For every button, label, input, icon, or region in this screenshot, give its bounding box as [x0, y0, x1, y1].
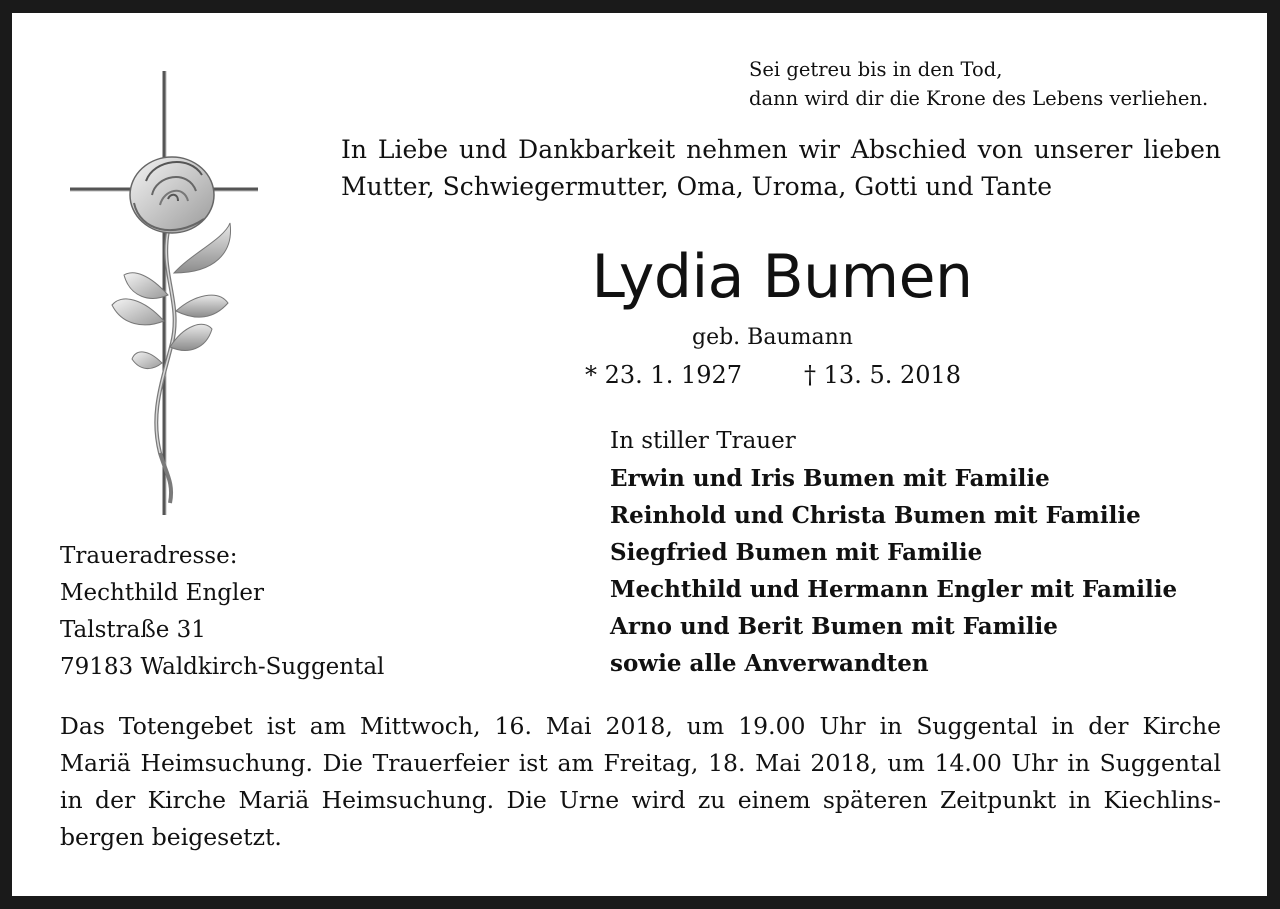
address-city: 79183 Waldkirch-Suggental — [60, 654, 385, 680]
intro-line: In Liebe und Dankbarkeit nehmen wir Abschied von unserer lieben — [341, 135, 1221, 164]
mourner-family: Mechthild und Hermann Engler mit Familie — [610, 576, 1178, 603]
bible-verse-line: dann wird dir die Krone des Lebens verliehen. — [749, 87, 1209, 110]
obituary-notice — [12, 13, 1267, 896]
birth-name: geb. Baumann — [692, 325, 853, 350]
deceased-name: Lydia Bumen — [591, 242, 973, 312]
intro-text — [341, 131, 1221, 205]
address-label: Traueradresse: — [60, 543, 238, 569]
notice-line: Das Totengebet ist am Mittwoch, 16. Mai 2018, um 19.00 Uhr in Suggental in der Kirche — [60, 712, 1221, 740]
mourner-family: Erwin und Iris Bumen mit Familie — [610, 465, 1050, 492]
mourner-family: Siegfried Bumen mit Familie — [610, 539, 983, 566]
notice-line: bergen beigesetzt. — [60, 823, 282, 851]
life-dates — [585, 361, 961, 389]
mourning-address — [60, 538, 384, 686]
mourner-family: sowie alle Anverwandten — [610, 650, 929, 677]
bible-verse — [749, 55, 1208, 113]
birth-date: * 23. 1. 1927 — [585, 361, 743, 389]
cross-with-rose-icon — [64, 63, 268, 523]
bible-verse-line: Sei getreu bis in den Tod, — [749, 58, 1003, 81]
address-name: Mechthild Engler — [60, 580, 264, 606]
death-date: † 13. 5. 2018 — [804, 361, 962, 389]
intro-line: Mutter, Schwiegermutter, Oma, Uroma, Gotti und Tante — [341, 172, 1053, 201]
mourner-family: Reinhold und Christa Bumen mit Familie — [610, 502, 1141, 529]
mourners-heading: In stiller Trauer — [610, 428, 796, 454]
mourners-list — [610, 423, 1177, 682]
notice-line: Mariä Heimsuchung. Die Trauerfeier ist am Freitag, 18. Mai 2018, um 14.00 Uhr in Suggental — [60, 749, 1221, 777]
address-street: Talstraße 31 — [60, 617, 206, 643]
mourner-family: Arno und Berit Bumen mit Familie — [610, 613, 1058, 640]
service-notice — [60, 708, 1221, 856]
notice-line: in der Kirche Mariä Heimsuchung. Die Urne wird zu einem späteren Zeitpunkt in Kiechlins- — [60, 786, 1221, 814]
